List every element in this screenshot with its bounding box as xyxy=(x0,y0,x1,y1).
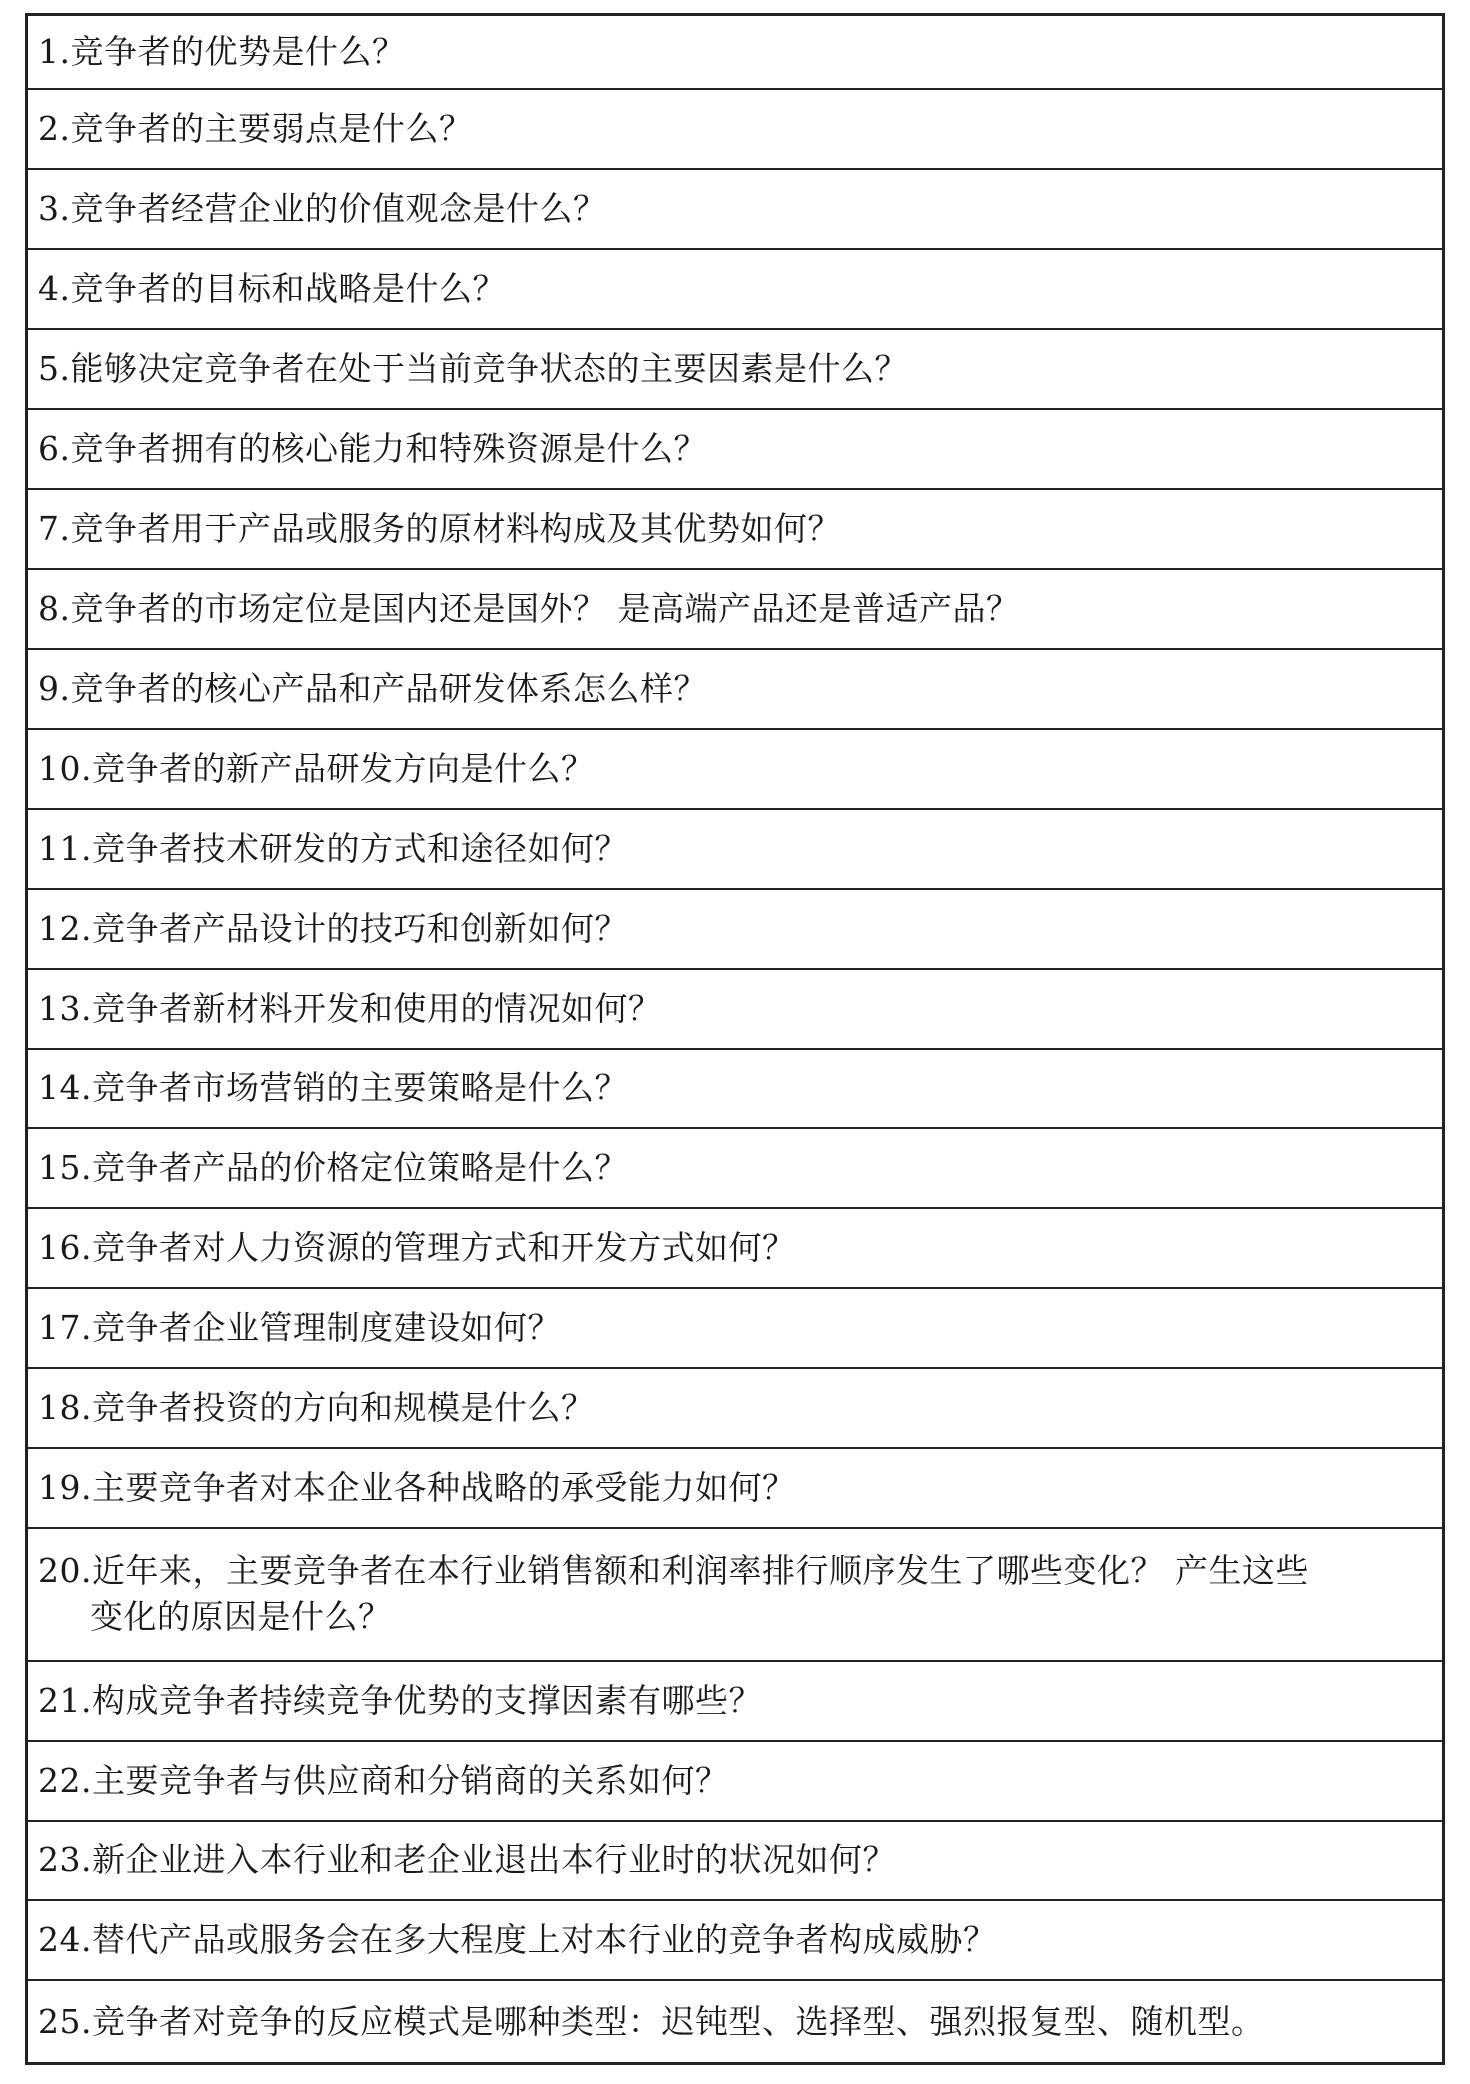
table-row xyxy=(28,968,1442,1048)
question-23: 23.新企业进入本行业和老企业退出本行业时的状况如何？ xyxy=(38,1840,896,1880)
table-row xyxy=(28,328,1442,408)
table-row xyxy=(28,1527,1442,1659)
table-row xyxy=(28,648,1442,728)
table-row xyxy=(28,1899,1442,1979)
question-7: 7.竞争者用于产品或服务的原材料构成及其优势如何？ xyxy=(38,508,841,548)
question-20-line-1: 20.近年来，主要竞争者在本行业销售额和利润率排行顺序发生了哪些变化？ 产生这些 xyxy=(38,1551,1309,1591)
table-row xyxy=(28,728,1442,808)
table-row xyxy=(28,488,1442,568)
question-24: 24.替代产品或服务会在多大程度上对本行业的竞争者构成威胁？ xyxy=(38,1920,997,1960)
table-row xyxy=(28,1660,1442,1740)
question-25: 25.竞争者对竞争的反应模式是哪种类型：迟钝型、选择型、强烈报复型、随机型。 xyxy=(38,2001,1265,2041)
question-18: 18.竞争者投资的方向和规模是什么？ xyxy=(38,1388,595,1428)
question-11: 11.竞争者技术研发的方式和途径如何？ xyxy=(38,828,628,868)
table-row xyxy=(28,408,1442,488)
table-row xyxy=(28,1127,1442,1207)
table-row xyxy=(28,1048,1442,1128)
question-8: 8.竞争者的市场定位是国内还是国外？ 是高端产品还是普适产品？ xyxy=(38,588,1020,628)
question-14: 14.竞争者市场营销的主要策略是什么？ xyxy=(38,1068,628,1108)
question-20 xyxy=(28,1548,1317,1640)
question-10: 10.竞争者的新产品研发方向是什么？ xyxy=(38,748,595,788)
table-row xyxy=(28,568,1442,648)
table-row xyxy=(28,1207,1442,1287)
question-2: 2.竞争者的主要弱点是什么？ xyxy=(38,109,473,149)
question-3: 3.竞争者经营企业的价值观念是什么？ xyxy=(38,189,607,228)
question-20-line-2: 变化的原因是什么？ xyxy=(90,1597,392,1637)
question-9: 9.竞争者的核心产品和产品研发体系怎么样？ xyxy=(38,668,707,708)
table-row xyxy=(28,1820,1442,1900)
question-17: 17.竞争者企业管理制度建设如何？ xyxy=(38,1308,561,1348)
question-1: 1.竞争者的优势是什么？ xyxy=(38,32,406,72)
question-15: 15.竞争者产品的价格定位策略是什么？ xyxy=(38,1148,628,1188)
question-19: 19.主要竞争者对本企业各种战略的承受能力如何？ xyxy=(38,1468,796,1508)
table-row xyxy=(28,1367,1442,1447)
question-6: 6.竞争者拥有的核心能力和特殊资源是什么？ xyxy=(38,428,707,468)
table-row xyxy=(28,1740,1442,1820)
question-21: 21.构成竞争者持续竞争优势的支撑因素有哪些？ xyxy=(38,1680,762,1720)
table-row xyxy=(28,88,1442,168)
competitor-questions-table xyxy=(25,13,1445,2065)
question-16: 16.竞争者对人力资源的管理方式和开发方式如何？ xyxy=(38,1228,796,1268)
question-12: 12.竞争者产品设计的技巧和创新如何？ xyxy=(38,908,628,948)
table-row xyxy=(28,1447,1442,1527)
table-row xyxy=(28,168,1442,248)
table-row xyxy=(28,888,1442,968)
question-22: 22.主要竞争者与供应商和分销商的关系如何？ xyxy=(38,1760,729,1800)
question-13: 13.竞争者新材料开发和使用的情况如何？ xyxy=(38,988,662,1028)
question-4: 4.竞争者的目标和战略是什么？ xyxy=(38,268,506,308)
table-row xyxy=(28,1287,1442,1367)
table-row xyxy=(28,16,1442,88)
table-row xyxy=(28,808,1442,888)
question-5: 5.能够决定竞争者在处于当前竞争状态的主要因素是什么？ xyxy=(38,348,908,388)
table-row xyxy=(28,1979,1442,2062)
table-row xyxy=(28,248,1442,328)
